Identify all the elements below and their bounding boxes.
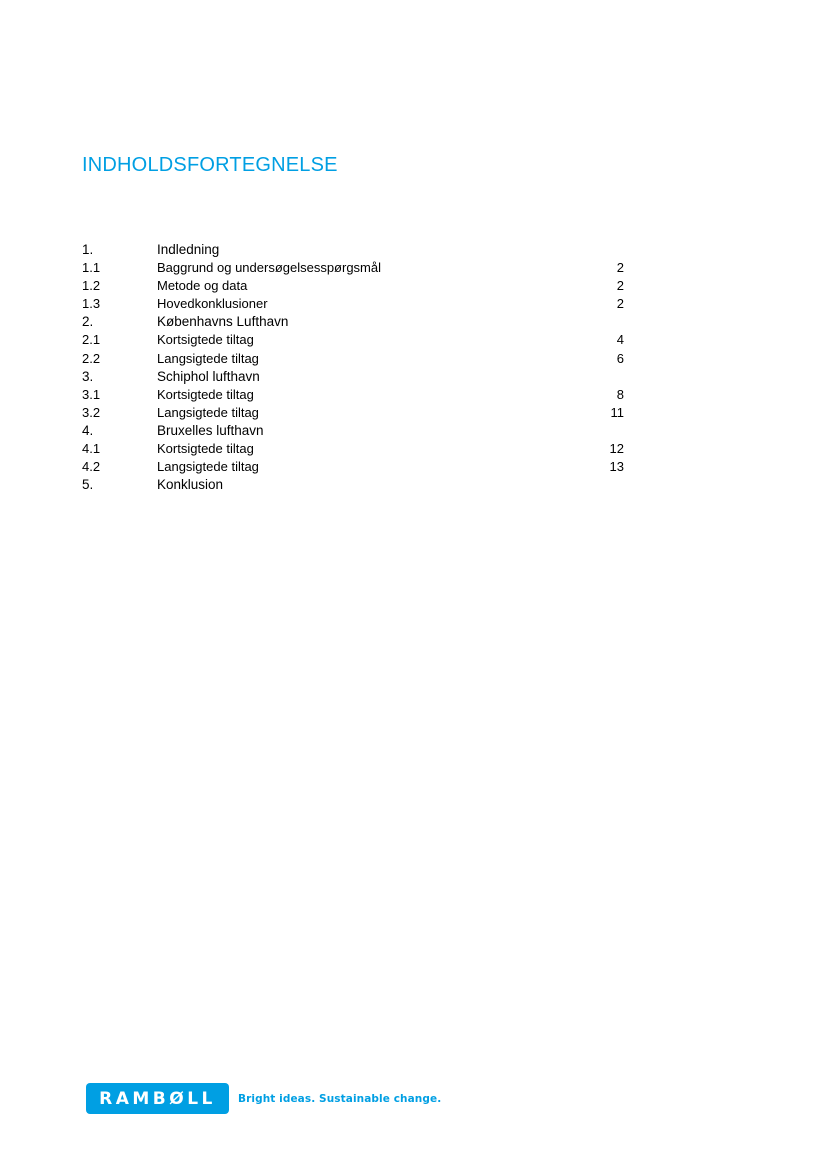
toc-number: 1.2	[82, 278, 101, 294]
ramboll-logo	[86, 1083, 229, 1114]
toc-number: 1.3	[82, 296, 101, 312]
page-title: INDHOLDSFORTEGNELSE	[82, 154, 338, 176]
toc-section-row[interactable]	[82, 350, 626, 368]
toc-section-row[interactable]	[82, 259, 626, 277]
toc-number: 5.	[82, 477, 94, 493]
toc-label: Langsigtede tiltag	[157, 404, 259, 420]
toc-page-number: 8	[616, 386, 624, 402]
toc-number: 2.	[82, 314, 94, 330]
toc-label: Kortsigtede tiltag	[157, 386, 254, 402]
logo-text: RAMBØLL	[99, 1088, 216, 1109]
toc-chapter-row[interactable]	[82, 476, 626, 494]
toc-section-row[interactable]	[82, 331, 626, 349]
toc-chapter-row[interactable]	[82, 368, 626, 386]
toc-label: Metode og data	[157, 278, 248, 294]
toc-page-number: 2	[616, 278, 624, 294]
toc-label: Konklusion	[157, 477, 224, 493]
toc-page-number: 2	[616, 296, 624, 312]
toc-label: Hovedkonklusioner	[157, 296, 268, 312]
toc-section-row[interactable]	[82, 295, 626, 313]
toc-chapter-row[interactable]	[82, 313, 626, 331]
toc-section-row[interactable]	[82, 404, 626, 422]
toc-page-number: 13	[609, 459, 624, 475]
toc-page-number: 2	[616, 260, 624, 276]
toc-number: 2.2	[82, 350, 101, 366]
toc-number: 1.1	[82, 260, 101, 276]
toc-page-number: 12	[609, 441, 624, 457]
toc-label: Schiphol lufthavn	[157, 368, 260, 384]
toc-page-number: 11	[610, 404, 624, 420]
toc-label: Københavns Lufthavn	[157, 314, 289, 330]
toc-section-row[interactable]	[82, 277, 626, 295]
toc-number: 4.1	[82, 441, 101, 457]
toc-number: 1.	[82, 242, 94, 257]
table-of-contents	[82, 241, 626, 494]
toc-page-number: 6	[616, 350, 624, 366]
toc-number: 4.2	[82, 459, 101, 475]
toc-section-row[interactable]	[82, 458, 626, 476]
toc-section-row[interactable]	[82, 440, 626, 458]
toc-label: Langsigtede tiltag	[157, 459, 259, 475]
toc-label: Kortsigtede tiltag	[157, 332, 254, 348]
toc-label: Baggrund og undersøgelsesspørgsmål	[157, 260, 382, 276]
toc-section-row[interactable]	[82, 386, 626, 404]
toc-number: 3.	[82, 368, 94, 384]
toc-chapter-row[interactable]	[82, 422, 626, 440]
toc-label: Indledning	[157, 242, 220, 257]
toc-number: 3.1	[82, 386, 101, 402]
toc-page-number: 4	[616, 332, 624, 348]
toc-label: Bruxelles lufthavn	[157, 422, 264, 438]
toc-label: Langsigtede tiltag	[157, 350, 259, 366]
toc-label: Kortsigtede tiltag	[157, 441, 254, 457]
toc-chapter-row[interactable]	[82, 241, 626, 259]
footer	[86, 1083, 441, 1114]
toc-number: 2.1	[82, 332, 101, 348]
toc-number: 4.	[82, 422, 94, 438]
tagline: Bright ideas. Sustainable change.	[238, 1092, 442, 1105]
toc-number: 3.2	[82, 404, 101, 420]
